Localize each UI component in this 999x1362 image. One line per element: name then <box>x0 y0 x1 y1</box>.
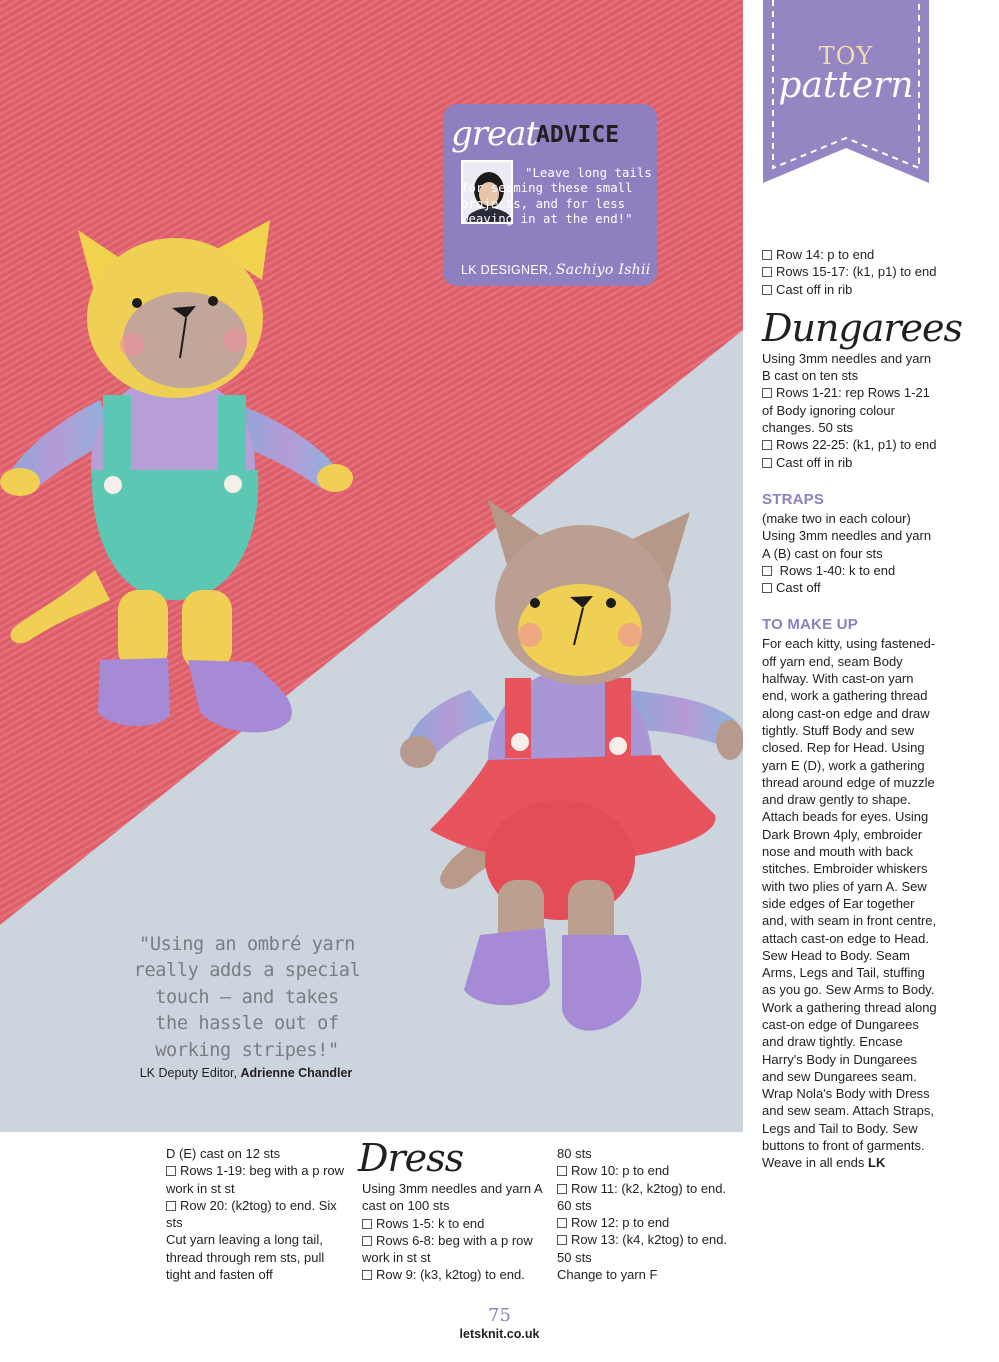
banner-toy: TOY <box>818 42 874 70</box>
pull-quote-credit <box>90 1066 402 1080</box>
checkbox-icon <box>557 1218 567 1228</box>
checkbox-icon <box>362 1219 372 1229</box>
make-up-heading: TO MAKE UP <box>762 616 858 634</box>
pattern-line <box>762 281 938 298</box>
pattern-line-text: Rows 1-5: k to end <box>376 1215 485 1231</box>
pattern-line <box>762 246 938 263</box>
pattern-line <box>762 454 938 471</box>
col1-first: D (E) cast on 12 sts <box>166 1146 281 1161</box>
checkbox-icon <box>557 1166 567 1176</box>
pattern-line <box>557 1231 739 1266</box>
dungarees-heading: Dungarees <box>762 305 963 350</box>
site-url: letsknit.co.uk <box>459 1327 540 1341</box>
dress-heading: Dress <box>358 1136 464 1180</box>
pattern-line-text: Row 11: (k2, k2tog) to end. 60 sts <box>557 1180 727 1213</box>
pattern-line <box>362 1266 544 1283</box>
checkbox-icon <box>762 267 772 277</box>
lk-sign: LK <box>868 1155 886 1171</box>
pattern-line-text: Row 9: (k3, k2tog) to end. <box>376 1267 525 1283</box>
pattern-line-text: Row 13: (k4, k2tog) to end. 50 sts <box>557 1232 728 1265</box>
make-up-text <box>762 635 938 1171</box>
checkbox-icon <box>362 1270 372 1280</box>
advice-credit-prefix: LK DESIGNER, <box>461 263 556 277</box>
col3-first: 80 sts <box>557 1146 592 1161</box>
straps-heading: STRAPS <box>762 490 825 508</box>
pull-quote-line: the hassle out of <box>155 1013 339 1035</box>
editor-name: Adrienne Chandler <box>240 1066 353 1080</box>
bottom-column-2 <box>362 1180 544 1284</box>
bottom-column-1 <box>166 1145 346 1283</box>
pattern-line-text: Row 20: (k2tog) to end. Six sts <box>166 1197 337 1231</box>
pattern-line-text: Rows 22-25: (k1, p1) to end <box>776 437 937 453</box>
advice-quote: "Leave long tails for seaming these small projects, and for less weaving in at the end!" <box>461 165 652 227</box>
pattern-line <box>762 579 938 596</box>
pull-quote-line: "Using an ombré yarn <box>139 934 355 955</box>
pattern-line <box>762 436 938 453</box>
pattern-line <box>362 1232 544 1267</box>
checkbox-icon <box>557 1235 567 1245</box>
dungarees-intro: Using 3mm needles and yarn B cast on ten sts <box>762 350 932 384</box>
pattern-line-text: Cast off <box>776 580 821 596</box>
pattern-line-text: Cast off in rib <box>776 281 853 297</box>
right-column <box>762 246 963 1172</box>
pattern-line <box>762 562 938 579</box>
pattern-line-text: Rows 1-21: rep Rows 1-21 of Body ignoring colour changes. 50 sts <box>762 385 930 436</box>
pattern-line-text: Rows 6-8: beg with a p row work in st st <box>362 1232 533 1266</box>
checkbox-icon <box>762 285 772 295</box>
pattern-line-text: Rows 1-19: beg with a p row work in st st <box>166 1163 345 1196</box>
straps-intro: (make two in each colour) Using 3mm needles and yarn A (B) cast on four sts <box>762 510 932 561</box>
checkbox-icon <box>762 250 772 260</box>
designer-name: Sachiyo Ishii <box>555 262 651 278</box>
checkbox-icon <box>762 440 772 450</box>
advice-credit <box>461 262 651 278</box>
great-advice-box <box>443 104 657 286</box>
advice-label: ADVICE <box>536 122 620 148</box>
pull-quote-line: working stripes!" <box>155 1039 339 1061</box>
checkbox-icon <box>362 1236 372 1246</box>
checkbox-icon <box>557 1184 567 1194</box>
banner-pattern: pattern <box>778 65 914 106</box>
checkbox-icon <box>762 388 772 398</box>
pattern-line-text: Row 12: p to end <box>571 1215 670 1231</box>
page-number: 75 <box>488 1305 511 1326</box>
dress-intro: Using 3mm needles and yarn A cast on 100 sts <box>362 1181 542 1214</box>
pattern-line <box>362 1215 544 1232</box>
toy-pattern-banner <box>763 0 929 183</box>
pull-credit-prefix: LK Deputy Editor, <box>139 1066 241 1080</box>
pattern-line-text: Cast off in rib <box>776 454 853 470</box>
pattern-line-text: Rows 15-17: (k1, p1) to end <box>776 264 937 280</box>
pattern-line <box>166 1197 346 1232</box>
pattern-line-text: Row 14: p to end <box>776 247 875 262</box>
checkbox-icon <box>762 458 772 468</box>
col3-tail: Change to yarn F <box>557 1267 658 1283</box>
checkbox-icon <box>762 566 772 576</box>
make-up-body: For each kitty, using fastened-off yarn end, seam Body halfway. With cast-on yarn end, work a gathering thread along cast-on edge and draw tightly. Stuff Body and sew closed. Rep for Head. Using yarn E (D), work a gathering thread around edge of muzzle and draw gently to shape. Attach beads for eyes. Using Dark Brown 4ply, embroider nose and mouth with back stitches. Embroider whiskers with two plies of yarn A. Sew side edges of Ear together and, with seam in front centre, attach cast-on edge to Head. Sew Head to Body. Seam Arms, Legs and Tail, stuffing as you go. Sew Arms to Body. Work a gathering thread along cast-on edge of Dungarees and draw tightly. Encase Harry's Body in Dungarees and sew Dungarees seam. Wrap Nola's Body with Dress and sew seam. Attach Straps, Legs and Tail to Body. Sew buttons to front of garments. Weave in all ends <box>762 636 937 1171</box>
pattern-line <box>557 1214 739 1231</box>
pattern-line <box>166 1162 346 1197</box>
checkbox-icon <box>762 583 772 593</box>
pattern-line-text: Rows 1-40: k to end <box>776 562 896 578</box>
pattern-line-text: Row 10: p to end <box>571 1163 670 1179</box>
bottom-column-3 <box>557 1145 739 1283</box>
pull-quote-line: really adds a special <box>133 960 361 982</box>
checkbox-icon <box>166 1166 176 1176</box>
pull-quote-line: touch – and takes <box>155 986 339 1008</box>
pull-quote <box>102 932 392 1064</box>
checkbox-icon <box>166 1201 176 1211</box>
col1-tail: Cut yarn leaving a long tail, thread through rem sts, pull tight and fasten off <box>166 1232 325 1283</box>
great-label: great <box>451 114 539 154</box>
pattern-line <box>762 384 938 436</box>
pattern-line <box>557 1162 739 1179</box>
pattern-line <box>557 1180 739 1215</box>
pattern-line <box>762 263 938 280</box>
